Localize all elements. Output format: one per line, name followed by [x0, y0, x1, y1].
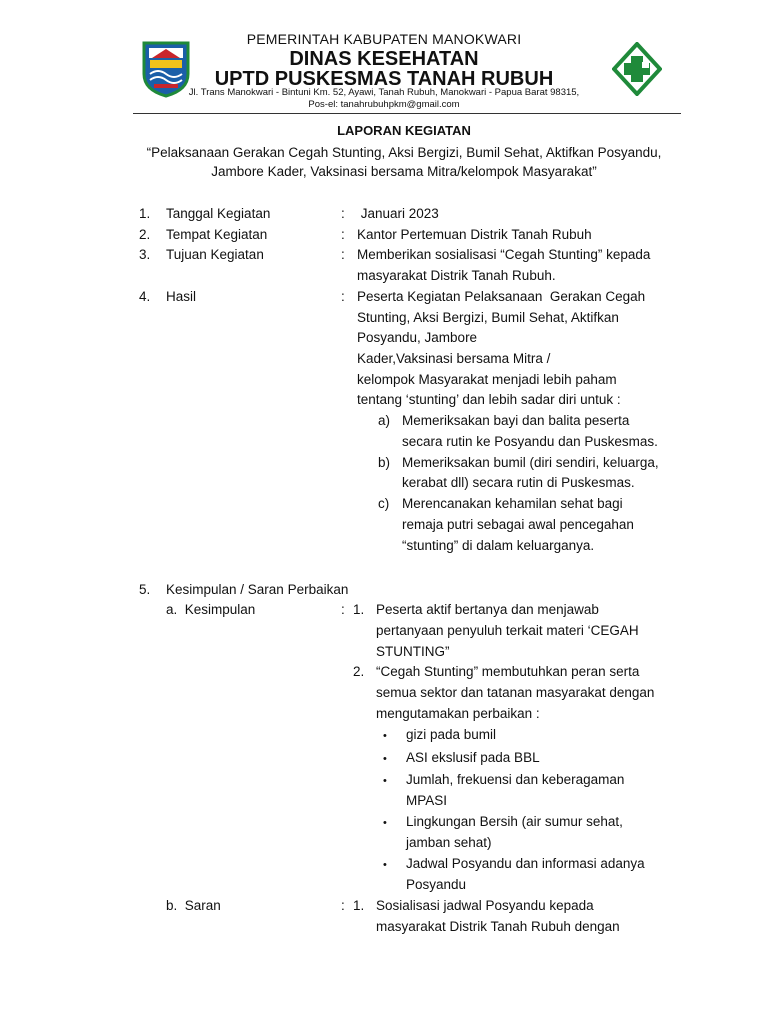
bullet-icon: •	[383, 753, 387, 765]
item-value: Kader,Vaksinasi bersama Mitra /	[357, 351, 551, 366]
hasil-point-text: “stunting” di dalam keluarganya.	[402, 538, 595, 553]
kesimpulan-text: mengutamakan perbaikan :	[376, 706, 540, 721]
bullet-icon: •	[383, 817, 387, 829]
bullet-text: Lingkungan Bersih (air sumur sehat,	[406, 814, 623, 829]
report-title: LAPORAN KEGIATAN	[337, 123, 471, 138]
item-value: Kantor Pertemuan Distrik Tanah Rubuh	[357, 227, 592, 242]
item-value: masyarakat Distrik Tanah Rubuh.	[357, 268, 556, 283]
letterhead-government: PEMERINTAH KABUPATEN MANOKWARI	[246, 31, 522, 47]
bullet-text: gizi pada bumil	[406, 727, 497, 742]
item-value: kelompok Masyarakat menjadi lebih paham	[357, 372, 617, 387]
bullet-text: ASI ekslusif pada BBL	[406, 750, 540, 765]
item-colon: :	[341, 898, 345, 913]
item-colon: :	[341, 247, 345, 262]
saran-number: 1.	[353, 898, 365, 913]
saran-label: b. Saran	[166, 898, 221, 913]
item-number: 4.	[139, 289, 151, 304]
hasil-point-text: Memeriksakan bayi dan balita peserta	[402, 413, 630, 428]
item-label: Tujuan Kegiatan	[166, 247, 264, 262]
saran-text: Sosialisasi jadwal Posyandu kepada	[376, 898, 594, 913]
bullet-text: jamban sehat)	[406, 835, 492, 850]
hasil-point-text: Merencanakan kehamilan sehat bagi	[402, 496, 623, 511]
hasil-point-text: Memeriksakan bumil (diri sendiri, keluarga,	[402, 455, 659, 470]
kesimpulan-text: Peserta aktif bertanya dan menjawab	[376, 602, 599, 617]
bullet-text: MPASI	[406, 793, 448, 808]
item-colon: :	[341, 227, 345, 242]
item-value: tentang ‘stunting’ dan lebih sadar diri untuk :	[357, 392, 621, 407]
hasil-point-text: kerabat dll) secara rutin di Puskesmas.	[402, 475, 635, 490]
kesimpulan-text: semua sektor dan tatanan masyarakat dengan	[376, 685, 655, 700]
letterhead-unit: UPTD PUSKESMAS TANAH RUBUH	[214, 68, 554, 90]
item-label: Tempat Kegiatan	[166, 227, 268, 242]
item-colon: :	[341, 289, 345, 304]
hasil-point-text: remaja putri sebagai awal pencegahan	[402, 517, 634, 532]
report-subtitle-line: “Pelaksanaan Gerakan Cegah Stunting, Aksi Bergizi, Bumil Sehat, Aktifkan Posyandu,	[146, 145, 662, 160]
bullet-text: Posyandu	[406, 877, 467, 892]
item-value: Stunting, Aksi Bergizi, Bumil Sehat, Aktifkan	[357, 310, 619, 325]
bullet-icon: •	[383, 859, 387, 871]
report-subtitle-line: Jambore Kader, Vaksinasi bersama Mitra/kelompok Masyarakat”	[211, 164, 597, 179]
bullet-text: Jadwal Posyandu dan informasi adanya	[406, 856, 645, 871]
saran-text: masyarakat Distrik Tanah Rubuh dengan	[376, 919, 620, 934]
letterhead-address: Jl. Trans Manokwari - Bintuni Km. 52, Ayawi, Tanah Rubuh, Manokwari - Papua Barat 98315,	[188, 87, 580, 98]
item-value: Memberikan sosialisasi “Cegah Stunting” kepada	[357, 247, 651, 262]
bullet-text: Jumlah, frekuensi dan keberagaman	[406, 772, 625, 787]
item-label: Tanggal Kegiatan	[166, 206, 271, 221]
kesimpulan-number: 1.	[353, 602, 365, 617]
item-number: 5.	[139, 582, 151, 597]
item-colon: :	[341, 206, 345, 221]
bullet-icon: •	[383, 775, 387, 787]
item-number: 3.	[139, 247, 151, 262]
item-number: 2.	[139, 227, 151, 242]
kesimpulan-text: STUNTING”	[376, 644, 450, 659]
item-value: Posyandu, Jambore	[357, 330, 478, 345]
hasil-point-text: secara rutin ke Posyandu dan Puskesmas.	[402, 434, 658, 449]
bullet-icon: •	[383, 730, 387, 742]
item-number: 1.	[139, 206, 151, 221]
item-value: Januari 2023	[357, 206, 439, 221]
item-value: Peserta Kegiatan Pelaksanaan Gerakan Cegah	[357, 289, 646, 304]
hasil-point-marker: a)	[378, 413, 391, 428]
hasil-point-marker: c)	[378, 496, 390, 511]
item-label: Kesimpulan / Saran Perbaikan	[166, 582, 349, 597]
item-label: Hasil	[166, 289, 197, 304]
letterhead-divider	[133, 113, 681, 114]
kesimpulan-label: a. Kesimpulan	[166, 602, 256, 617]
kesimpulan-text: “Cegah Stunting” membutuhkan peran serta	[376, 664, 640, 679]
kesimpulan-text: pertanyaan penyuluh terkait materi ‘CEGAH	[376, 623, 639, 638]
kesimpulan-number: 2.	[353, 664, 365, 679]
item-colon: :	[341, 602, 345, 617]
hasil-point-marker: b)	[378, 455, 391, 470]
letterhead-email: Pos-el: tanahrubuhpkm@gmail.com	[308, 99, 460, 110]
letterhead-agency: DINAS KESEHATAN	[289, 48, 479, 70]
